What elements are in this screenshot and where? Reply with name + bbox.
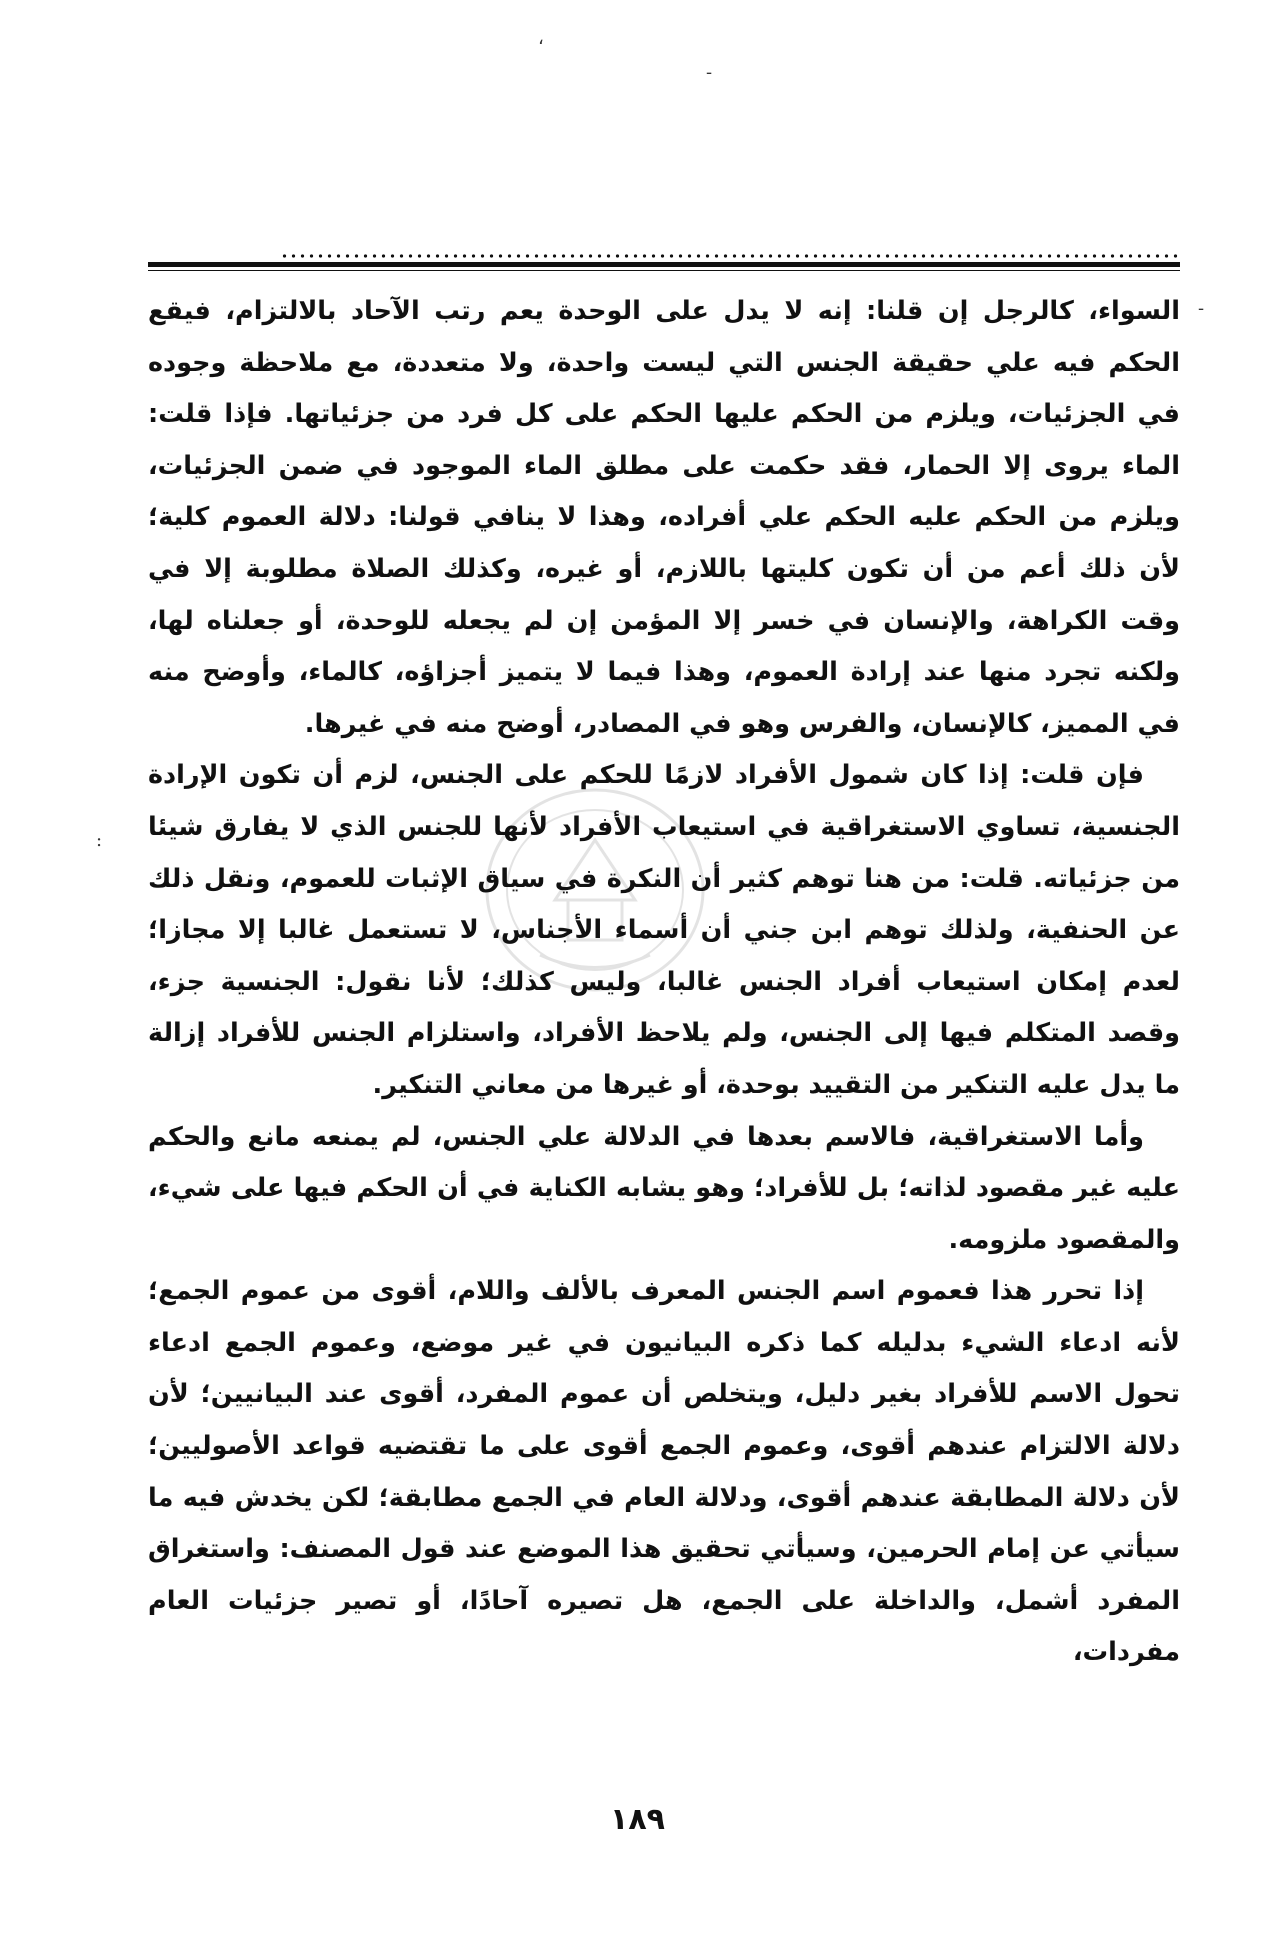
paragraph-4: إذا تحرر هذا فعموم اسم الجنس المعرف بالألف واللام، أقوى من عموم الجمع؛ لأنه ادعاء الشيء بدليله كما ذكره البيانيون في غير موضع، وعموم الجمع ادعاء تحول الاسم للأفراد بغير دليل، ويتخلص أن عموم المفرد، أقوى عند البيانيين؛ لأن دلالة الالتزام عندهم أقوى، وعموم الجمع أقوى على ما تقتضيه قواعد الأصوليين؛ لأن دلالة المطابقة عندهم أقوى، ودلالة العام في الجمع مطابقة؛ لكن يخدش فيه ما سيأتي عن إمام الحرمين، وسيأتي تحقيق هذا الموضع عند قول المصنف: واستغراق المفرد أشمل، والداخلة على الجمع، هل تصيره آحادًا، أو تصير جزئيات العام مفردات، [148,1276,1180,1668]
header-thick-line [148,262,1180,267]
page-body-text [148,286,1180,1679]
header-thin-line [148,270,1180,271]
scan-speck: ، [538,28,544,49]
page-number: ١٨٩ [610,1802,665,1837]
header-rule [148,253,1180,271]
scan-speck: - [706,62,713,83]
scan-speck: : [96,830,103,851]
paragraph-3: وأما الاستغراقية، فالاسم بعدها في الدلالة علي الجنس، لم يمنعه مانع والحكم عليه غير مقصود لذاته؛ بل للأفراد؛ وهو يشابه الكناية في أن الحكم فيها على شيء، والمقصود ملزومه. [148,1121,1180,1255]
scan-speck: - [1198,298,1205,319]
paragraph-2: فإن قلت: إذا كان شمول الأفراد لازمًا للحكم على الجنس، لزم أن تكون الإرادة الجنسية، تساوي الاستغراقية في استيعاب الأفراد لأنها للجنس الذي لا يفارق شيئا من جزئياته. قلت: من هنا توهم كثير أن النكرة في سياق الإثبات للعموم، ونقل ذلك عن الحنفية، ولذلك توهم ابن جني أن أسماء الأجناس، لا تستعمل غالبا إلا مجازا؛ لعدم إمكان استيعاب أفراد الجنس غالبا، وليس كذلك؛ لأنا نقول: الجنسية جزء، وقصد المتكلم فيها إلى الجنس، ولم يلاحظ الأفراد، واستلزام الجنس للأفراد إزالة ما يدل عليه التنكير من التقييد بوحدة، أو غيرها من معاني التنكير. [148,760,1180,1100]
header-dotted-line [280,253,1180,259]
paragraph-1: السواء، كالرجل إن قلنا: إنه لا يدل على الوحدة يعم رتب الآحاد بالالتزام، فيقع الحكم فيه علي حقيقة الجنس التي ليست واحدة، ولا متعددة، مع ملاحظة وجوده في الجزئيات، ويلزم من الحكم عليها الحكم على كل فرد من جزئياتها. فإذا قلت: الماء يروى إلا الحمار، فقد حكمت على مطلق الماء الموجود في ضمن الجزئيات، ويلزم من الحكم عليه الحكم علي أفراده، وهذا لا ينافي قولنا: دلالة العموم كلية؛ لأن ذلك أعم من أن تكون كليتها باللازم، أو غيره، وكذلك الصلاة مطلوبة إلا في وقت الكراهة، والإنسان في خسر إلا المؤمن إن لم يجعله للوحدة، أو جعلناه لها، ولكنه تجرد منها عند إرادة العموم، وهذا فيما لا يتميز أجزاؤه، كالماء، وأوضح منه في المميز، كالإنسان، والفرس وهو في المصادر، أوضح منه في غيرها. [148,296,1180,739]
